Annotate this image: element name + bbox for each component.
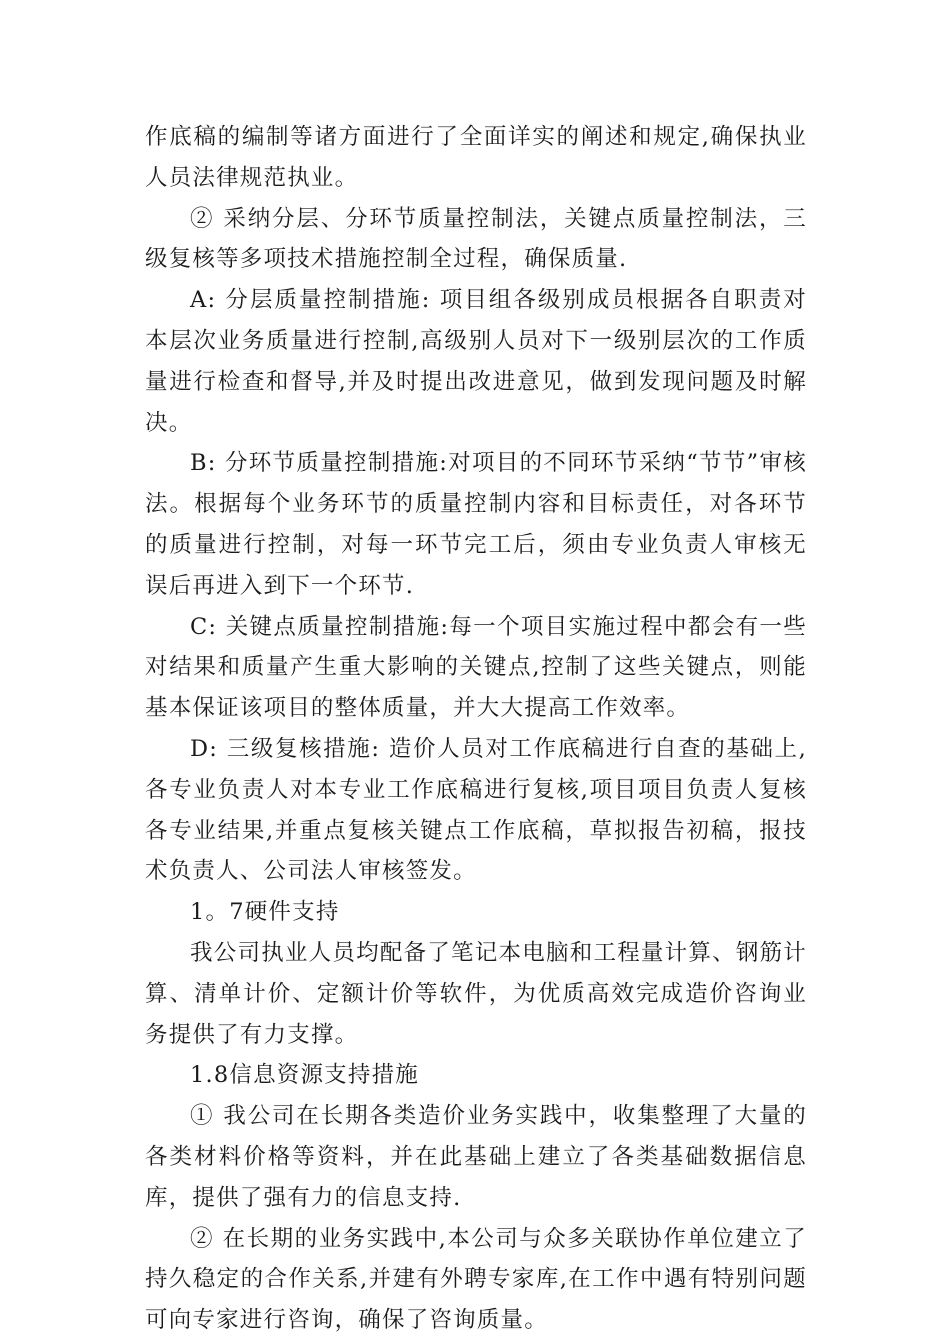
paragraph-3: A: 分层质量控制措施: 项目组各级别成员根据各自职责对本层次业务质量进行控制,高级别人员对下一级别层次的工作质量进行检查和督导,并及时提出改进意见，做到发现问题及时解决。: [145, 287, 807, 436]
paragraph-2: ② 采纳分层、分环节质量控制法，关键点质量控制法，三级复核等多项技术措施控制全过程，确保质量.: [145, 205, 807, 273]
paragraph-1: 作底稿的编制等诸方面进行了全面详实的阐述和规定,确保执业人员法律规范执业。: [145, 124, 807, 191]
document-body: [145, 117, 807, 1341]
section-heading-1-7: 1。7硬件支持: [190, 899, 340, 926]
paragraph-8: 我公司执业人员均配备了笔记本电脑和工程量计算、钢筋计算、清单计价、定额计价等软件，为优质高效完成造价咨询业务提供了有力支撑。: [145, 939, 807, 1048]
section-heading-1-8: 1.8信息资源支持措施: [190, 1062, 419, 1089]
paragraph-4: B: 分环节质量控制措施:对项目的不同环节采纳“节节”审核法。根据每个业务环节的质量控制内容和目标责任，对各环节的质量进行控制，对每一环节完工后，须由专业负责人审核无误后再进入到下一个环节.: [145, 450, 807, 599]
paragraph-5: C: 关键点质量控制措施:每一个项目实施过程中都会有一些对结果和质量产生重大影响的关键点,控制了这些关键点，则能基本保证该项目的整体质量，并大大提高工作效率。: [145, 613, 807, 722]
paragraph-10: ① 我公司在长期各类造价业务实践中，收集整理了大量的各类材料价格等资料，并在此基础上建立了各类基础数据信息库，提供了强有力的信息支持.: [145, 1103, 807, 1211]
paragraph-6: D: 三级复核措施: 造价人员对工作底稿进行自查的基础上,各专业负责人对本专业工作底稿进行复核,项目项目负责人复核各专业结果,并重点复核关键点工作底稿，草拟报告初稿，报技术负责人、公司法人审核签发。: [145, 735, 807, 885]
paragraph-11: ② 在长期的业务实践中,本公司与众多关联协作单位建立了持久稳定的合作关系,并建有外聘专家库,在工作中遇有特别问题可向专家进行咨询，确保了咨询质量。: [145, 1225, 807, 1334]
